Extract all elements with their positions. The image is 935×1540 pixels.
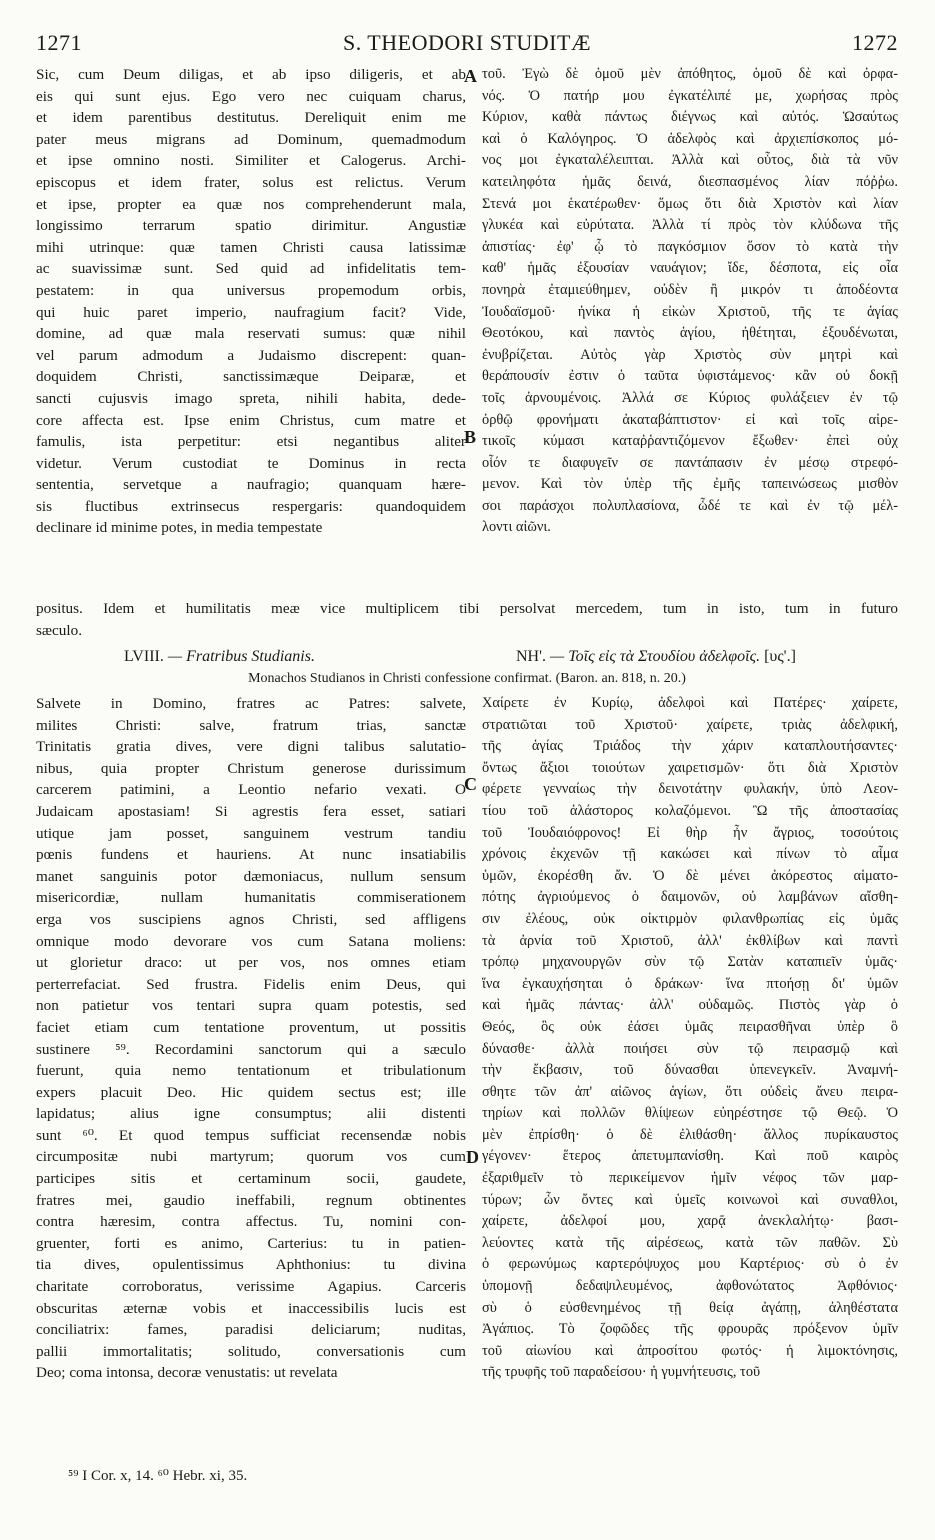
text-line: milites Christi: salve, fratrum trias, sanctæ: [36, 716, 466, 734]
text-line: ἵνα ἐγκαυχήσηται ὁ δράκων· ἵνα πτοήσῃ δι' ὑμῶν: [482, 975, 898, 992]
text-line: famulis, ista perpetitur: etsi negantibus aliter: [36, 433, 466, 451]
text-line: domine, ad quæ mala reservati sumus: quæ nihil: [36, 325, 466, 343]
running-header: [36, 30, 898, 66]
text-line: χαίρετε, ἀδελφοί μου, χαρᾷ ἀνεκλαλήτῳ· βασι-: [482, 1213, 898, 1230]
text-line: perterrefaciat. Sed frustra. Fidelis enim Deus, qui: [36, 975, 466, 993]
text-line: faciet etiam cum tentatione proventum, ut possitis: [36, 1018, 466, 1036]
text-line: sis fluctibus extrinsecus respergaris: quandoquidem: [36, 497, 466, 515]
text-line: δύνασθε· ἀλλὰ ποιήσει σὺν τῷ πειρασμῷ καὶ: [482, 1040, 898, 1057]
running-title: S. THEODORI STUDITÆ: [342, 30, 592, 55]
text-line: σιν ἐλέους, οὐκ οἰκτιρμὸν φιλανθρωπίας εἰς ὑμᾶς: [482, 910, 898, 927]
text-line: τρόπῳ μηχανουργῶν σὺν τῷ Σατὰν καταπιεῖν ὑμᾶς·: [482, 954, 898, 971]
text-line: τοῦ. Ἐγὼ δὲ ὁμοῦ μὲν ἀπόθητος, ὁμοῦ δὲ καὶ ὀρφα-: [482, 66, 898, 82]
text-line: τοῦ Ἰουδαιόφρονος! Εἰ θὴρ ἦν ἄγριος, τοσούτοις: [482, 824, 898, 841]
text-line: ἐνυβρίζεται. Αὐτὸς γὰρ Χριστὸς σὺν μητρὶ καὶ: [482, 346, 898, 363]
text-line: mihi utrinque: quæ tamen Christi causa latissimæ: [36, 238, 466, 256]
text-line: μὲν ἐπρίσθη· ὁ δὲ ἐλιθάσθη· ἄλλος πυρίκαυστος: [482, 1126, 898, 1143]
text-line: Χαίρετε ἐν Κυρίῳ, ἀδελφοὶ καὶ Πατέρες· χαίρετε,: [482, 695, 898, 711]
text-line: πονηρὰ ἐταμιεύθημεν, οὐδὲν ἢ μικρόν τι ἀποδέοντα: [482, 281, 898, 298]
closing-line: sæculo.: [36, 622, 82, 639]
text-line: et ipse, propter ea quæ nos comprehenderunt mala,: [36, 195, 466, 213]
latin-column-lower: [36, 693, 466, 1384]
latin-letter-heading: [124, 648, 315, 666]
text-line: γλυκέα καὶ εὐρύτατα. Ἀλλὰ τί πρὸς τὸν κλύδωνα τῆς: [482, 217, 898, 234]
text-line: ἐξαριθμεῖν τὸ περικείμενον ἡμῖν νέφος τῶν μαρ-: [482, 1170, 898, 1187]
latin-letter-title: — Fratribus Studianis.: [167, 648, 315, 665]
footnotes: ⁵⁹ I Cor. x, 14. ⁶⁰ Hebr. xi, 35.: [68, 1468, 248, 1484]
greek-column-upper: [482, 64, 898, 539]
text-line: lapidatus; alius igne consumptus; alii distenti: [36, 1105, 466, 1123]
text-line: pestatem: in qua universus propemodum orbis,: [36, 281, 466, 299]
text-line: Θεός, ὃς οὐκ ἐάσει ὑμᾶς πειρασθῆναι ὑπὲρ ὃ: [482, 1018, 898, 1035]
margin-letter-d: D: [466, 1147, 479, 1167]
text-line: τηρίων καὶ πολλῶν θλίψεων εὐηρέστησε τῷ Θεῷ. Ὁ: [482, 1105, 898, 1122]
text-line: eis qui sunt ejus. Ego vero nec cuiquam charus,: [36, 87, 466, 105]
text-line: λεύοντες κατὰ τῆς αἱρέσεως, κατὰ τῶν παθῶν. Σὺ: [482, 1234, 898, 1251]
text-line: fuerunt, quia nemo tentationum et tribulationum: [36, 1062, 466, 1080]
text-line: et idem parentibus destitutus. Dereliquit enim me: [36, 109, 466, 127]
text-line: pœnis fundens et hauriens. At nunc insatiabilis: [36, 846, 466, 864]
margin-letter-c: C: [464, 774, 477, 794]
text-line: conciliatrix: fames, paradisi deliciarum; nuditas,: [36, 1321, 466, 1339]
text-line: γέγονεν· ἕτερος ἀπετυμπανίσθη. Καὶ ποῦ καιρὸς: [482, 1148, 898, 1165]
text-line: Deo; coma intonsa, decoræ venustatis: ut revelata: [36, 1364, 338, 1382]
greek-letter-heading: [516, 648, 796, 666]
text-line: gruenter, forti es animo, Carterius: tu in patien-: [36, 1234, 466, 1252]
text-line: pater meus migrans ad Dominum, quemadmodum: [36, 130, 466, 148]
text-line: obscuritas æternæ vobis et inaccessibilis lucis est: [36, 1299, 466, 1317]
text-line: πότης ἀγριούμενος ὁ δαιμονῶν, οὐ λαμβάνων αἴσθη-: [482, 889, 898, 906]
full-width-line: positus. Idem et humilitatis meæ vice multiplicem tibi persolvat mercedem, tum in isto, tum in futuro: [36, 600, 898, 617]
text-line: ut glorietur draco: ut per vos, nos omnes etiam: [36, 954, 466, 972]
text-line: Ἰουδαϊσμοῦ· ἡνίκα ἡ εἰκὼν Χριστοῦ, τῆς τε ἁγίας: [482, 303, 898, 320]
latin-letter-number: LVIII.: [124, 648, 164, 665]
text-line: erga vos suscipiens agnos Christi, sed affligens: [36, 910, 466, 928]
greek-letter-number: ΝΗ'.: [516, 648, 546, 665]
text-line: manet sanguinis potor dæmoniacus, nullum sensum: [36, 867, 466, 885]
text-line: Κύριον, καθὰ πάντως διέγνως καὶ αὐτός. Ὡσαύτως: [482, 109, 898, 126]
text-line: videtur. Verum custodiat te Dominus in recta: [36, 454, 466, 472]
greek-letter-title: — Τοῖς εἰς τὰ Στουδίου ἀδελφοῖς.: [550, 648, 761, 665]
text-line: doquidem Christi, sanctissimæque Deiparæ, et: [36, 368, 466, 386]
text-line: νος μοι ἐγκαταλέλειπται. Ἀλλὰ καὶ οὗτος, διὰ τὰ νῦν: [482, 152, 898, 169]
text-line: καὶ ὁ Καλόγηρος. Ὁ ἀδελφὸς καὶ ἀρχιεπίσκοπος μό-: [482, 130, 898, 147]
text-line: episcopus et idem frater, solus est relictus. Verum: [36, 173, 466, 191]
text-line: ὄντως ἄξιοι τοιούτων χαιρετισμῶν· ὅτι διὰ Χριστὸν: [482, 759, 898, 776]
text-line: Θεοτόκου, καὶ παντὸς ἁγίου, ἠθέτηται, ἐξουδένωται,: [482, 325, 898, 342]
text-line: ὀρθῷ φρονήματι ἀκαταβάπτιστον· εἰ καὶ τοῖς αἱρε-: [482, 411, 898, 428]
text-line: σὺ ὁ εὐσθενημένος τῇ θείᾳ ἀγάπῃ, ἀληθέστατα: [482, 1299, 898, 1316]
text-line: fratres mei, gaudio ineffabili, regnum obtinentes: [36, 1191, 466, 1209]
text-line: Sic, cum Deum diligas, et ab ipso diligeris, et ab: [36, 66, 466, 83]
text-line: utique jam posset, sanguinem vestrum tandiu: [36, 824, 466, 842]
text-line: τίου τοῦ ἀλάστορος κολαζόμενοι. Ὢ τῆς ἀποστασίας: [482, 802, 898, 819]
text-line: τῆς ἁγίας Τριάδος τὴν χάριν καταπλουτήσαντες·: [482, 738, 898, 755]
text-line: longissimo terrarum spatio dirimitur. Angustiæ: [36, 217, 466, 235]
margin-letter-a: A: [464, 66, 477, 86]
text-line: καθ' ἡμᾶς ἐξουσίαν ναυάγιον; ἴδε, δέσποτα, εἰς οἷα: [482, 260, 898, 277]
text-line: φέρετε γενναίως τὴν δεινοτάτην φυλακήν, ὑπὸ Λεον-: [482, 781, 898, 798]
text-line: sunt ⁶⁰. Et quod tempus sufficiat recensendæ nobis: [36, 1126, 466, 1144]
text-line: τοῖς ἀρνουμένοις. Ἀλλά σε Κύριος φυλάξειεν ἐν τῷ: [482, 389, 898, 406]
text-line: τὴν ἔκβασιν, τοῦ δύνασθαι ὑπενεγκεῖν. Ἀναμνή-: [482, 1062, 898, 1079]
text-line: Στενά μοι ἑκατέρωθεν· ὅμως ὅτι διὰ Χριστὸν καὶ λίαν: [482, 195, 898, 212]
text-line: ὑπομονῇ δεδαψιλευμένος, ἀφθονώτατος Ἀφθόνιος·: [482, 1278, 898, 1295]
text-line: καὶ ἡμᾶς πάντας· ἀλλ' οὐδαμῶς. Πιστὸς γὰρ ὁ: [482, 997, 898, 1014]
text-line: core affecta est. Ipse enim Christus, cum matre et: [36, 411, 466, 429]
text-line: sancti cujusvis imago spreta, nihili habita, dede-: [36, 389, 466, 407]
text-line: λοντι αἰῶνι.: [482, 519, 551, 536]
text-line: σοι παράσχοι πολυπλασίονα, ὧδέ τε καὶ ἐν τῷ μέλ-: [482, 497, 898, 514]
text-line: pallii immortalitatis; solitudo, conversationis cum: [36, 1342, 466, 1360]
text-line: expers placuit Deo. Hic quidem sectus est; ille: [36, 1083, 466, 1101]
text-line: qui huic paret imperio, naufragium facit? Vide,: [36, 303, 466, 321]
text-line: misericordiæ, nullam humanitatis commiserationem: [36, 889, 466, 907]
text-line: vel parum admodum a Judaismo discrepent: quan-: [36, 346, 466, 364]
text-line: σθητε τῶν ἀπ' αἰῶνος ἁγίων, ὅτι οὐδεὶς ἄνευ πειρα-: [482, 1083, 898, 1100]
greek-column-lower: [482, 693, 898, 1384]
text-line: tia dives, opulentissimus Aphthonius: tu divina: [36, 1256, 466, 1274]
text-line: Judaicam apostasiam! Si agrestis fera esset, satiari: [36, 802, 466, 820]
letter-summary: Monachos Studianos in Christi confessione confirmat. (Baron. an. 818, n. 20.): [248, 671, 686, 686]
text-line: ὑμῶν, ἐκορέσθη ἄν. Ὁ δὲ μένει ἀκόρεστος αἱματο-: [482, 867, 898, 884]
text-line: τοῦ αἰωνίου καὶ ἀπροσίτου φωτός· ἡ λιμοκτόνησις,: [482, 1342, 898, 1359]
text-line: Ἀγάπιος. Τὸ ζοφῶδες τῆς φρουρᾶς πρόξενον ὑμῖν: [482, 1321, 898, 1338]
text-line: carcerem patimini, a Leontio nefario vexati. O: [36, 781, 466, 799]
text-line: ac suavissimæ sunt. Sed quid ad infidelitatis tem-: [36, 260, 466, 278]
text-line: Trinitatis gratia dives, vere digni talibus salutatio-: [36, 738, 466, 756]
text-line: τικοῖς κύμασι καταῤῥαντιζόμενον ἔξωθεν· ἐπεὶ οὐχ: [482, 433, 898, 450]
text-line: circumpositæ nubi martyrum; quorum vos cum: [36, 1148, 466, 1166]
text-line: τύρων; ὧν ὄντες καὶ ὑμεῖς κοινωνοὶ καὶ συναθλοι,: [482, 1191, 898, 1208]
text-line: nibus, quia propter Christum generose durissimum: [36, 759, 466, 777]
text-line: contra hæresim, contra affectus. Tu, nomini con-: [36, 1213, 466, 1231]
page-number-left: 1271: [36, 30, 82, 55]
text-line: omnique modo devorare vos cum Satana moliens:: [36, 932, 466, 950]
text-line: Salvete in Domino, fratres ac Patres: salvete,: [36, 695, 466, 712]
text-line: et ipse omnino nosti. Similiter et Calogerus. Archi-: [36, 152, 466, 170]
greek-letter-ref: [υς'.]: [764, 648, 796, 665]
text-line: ὁ φερωνύμως καρτερόψυχος μου Καρτέριος· σὺ ὁ ἐν: [482, 1256, 898, 1273]
text-line: participes sitis et certaminum socii, gaudete,: [36, 1170, 466, 1188]
text-line: τὰ ἀρνία τοῦ Χριστοῦ, ἀλλ' ἐκθλίβων καὶ παντὶ: [482, 932, 898, 949]
text-line: sustinere ⁵⁹. Recordamini sanctorum qui a sæculo: [36, 1040, 466, 1058]
text-line: charitate corroboratus, verissime Agapius. Carceris: [36, 1278, 466, 1296]
text-line: non patietur vos tentari supra quam potestis, sed: [36, 997, 466, 1015]
text-line: ἀπιστίας· ἐφ' ᾧ τὸ παγκόσμιον ὅσον τὸ κατὰ τὴν: [482, 238, 898, 255]
text-line: declinare id minime potes, in media tempestate: [36, 519, 323, 537]
text-line: θεράπουσίν ἐστιν ὁ ταῦτα ὑφιστάμενος· κἂν οὐ δοκῇ: [482, 368, 898, 385]
text-line: μενον. Καὶ τὸν ὑπὲρ τῆς ἐμῆς ταπεινώσεως μισθὸν: [482, 476, 898, 493]
latin-column-upper: [36, 64, 466, 539]
text-line: στρατιῶται τοῦ Χριστοῦ· χαίρετε, τριὰς ἀδελφική,: [482, 716, 898, 733]
text-line: sententia, servetque a naufragio; quanquam hære-: [36, 476, 466, 494]
text-line: οἷόν τε διαφυγεῖν σε παντάπασιν ἐν μέσῳ στρεφό-: [482, 454, 898, 471]
text-line: κατειληφότα ἡμᾶς δεινά, διεσπασμένος λίαν πόῤῥω.: [482, 173, 898, 190]
margin-letter-b: B: [464, 427, 477, 447]
text-line: χρόνοις ἐκχενῶν τῇ κακώσει καὶ πίνων τὸ αἷμα: [482, 846, 898, 863]
page-number-right: 1272: [852, 30, 898, 55]
text-line: τῆς τρυφῆς τοῦ παραδείσου· ἡ γυμνήτευσις, τοῦ: [482, 1364, 761, 1381]
text-line: νός. Ὁ πατήρ μου ἐγκατέλιπέ με, χωρήσας πρὸς: [482, 87, 898, 104]
